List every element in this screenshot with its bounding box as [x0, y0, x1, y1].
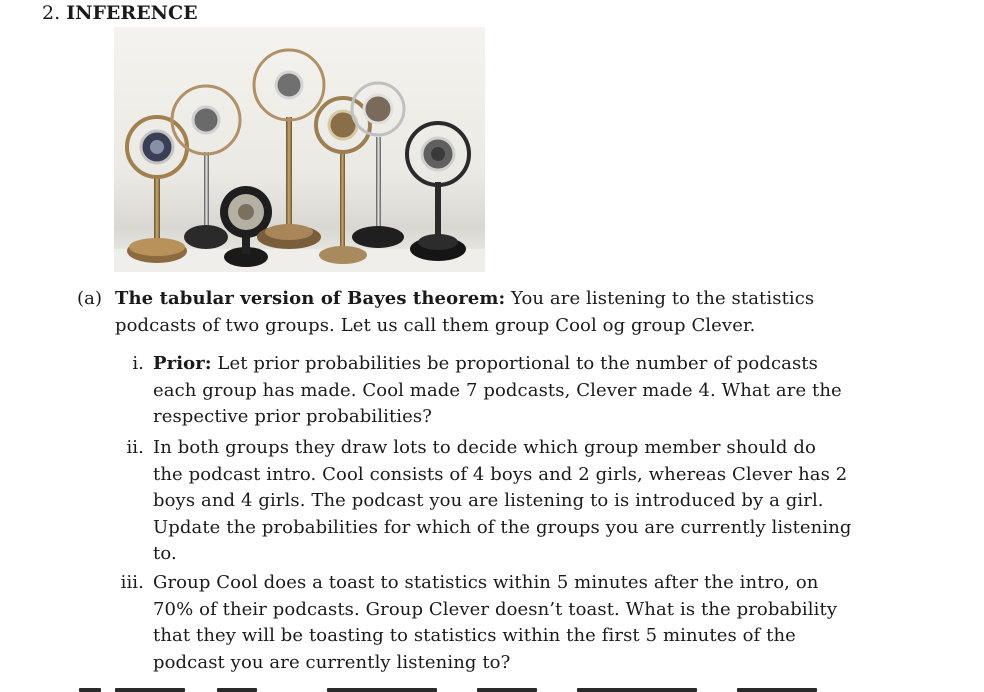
- item-ii-line-4: Update the probabilities for which of the groups you are currently listening: [153, 516, 852, 538]
- item-i-line-1-rest: Let prior probabilities be proportional to the number of podcasts: [211, 353, 818, 374]
- vintage-microphones-photo: [114, 27, 485, 272]
- item-i-label: i.: [132, 353, 144, 374]
- part-a-line-1: [115, 286, 814, 313]
- item-iii-label: iii.: [120, 572, 144, 593]
- item-ii-text: [153, 435, 852, 568]
- item-i-text: [153, 351, 842, 431]
- item-iii-line-4: podcast you are currently listening to?: [153, 651, 511, 673]
- part-a-text: [115, 286, 814, 339]
- section-heading: [42, 2, 198, 24]
- item-ii-line-2: the podcast intro. Cool consists of 4 boys and 2 girls, whereas Clever has 2: [153, 463, 848, 485]
- item-i-bold: Prior:: [153, 353, 212, 374]
- item-i-line-3: respective prior probabilities?: [153, 406, 432, 428]
- item-ii-line-1: In both groups they draw lots to decide which group member should do: [153, 437, 816, 458]
- section-number: 2.: [42, 2, 61, 24]
- item-iii-text: [153, 570, 837, 676]
- part-a-line-1-rest: You are listening to the statistics: [505, 288, 815, 309]
- cut-off-next-line: [77, 684, 837, 692]
- item-i-line-1: [153, 351, 842, 378]
- part-a-heading: The tabular version of Bayes theorem:: [115, 288, 506, 309]
- item-ii-line-3: boys and 4 girls. The podcast you are listening to is introduced by a girl.: [153, 490, 824, 512]
- item-iii-line-1: Group Cool does a toast to statistics within 5 minutes after the intro, on: [153, 572, 819, 593]
- item-iii-line-2: 70% of their podcasts. Group Clever doesn’t toast. What is the probability: [153, 598, 838, 620]
- part-a-label: (a): [77, 288, 103, 309]
- item-ii-label: ii.: [126, 437, 144, 458]
- item-i-line-2: each group has made. Cool made 7 podcasts, Clever made 4. What are the: [153, 379, 842, 401]
- item-iii-line-3: that they will be toasting to statistics within the first 5 minutes of the: [153, 625, 796, 647]
- item-ii-line-5: to.: [153, 543, 177, 565]
- part-a-line-2: podcasts of two groups. Let us call them group Cool og group Clever.: [115, 314, 756, 336]
- section-title: INFERENCE: [66, 2, 198, 24]
